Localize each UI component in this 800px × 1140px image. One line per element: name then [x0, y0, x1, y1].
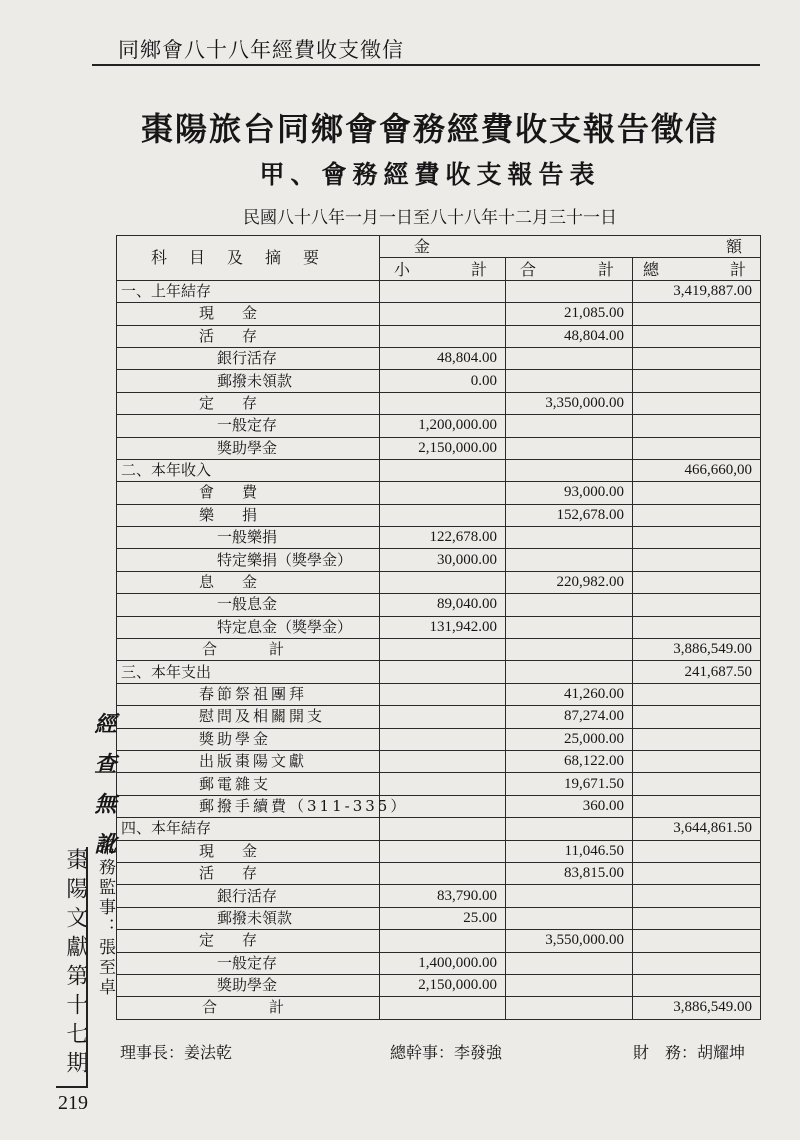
row-label	[117, 885, 380, 907]
amount-sum: 41,260.00	[506, 683, 633, 705]
amount-grand	[633, 907, 761, 929]
supervisor-signature: 常務監事：張至卓	[95, 838, 115, 998]
signature-finance: 財 務：胡耀坤	[633, 1043, 746, 1062]
header-grand-total	[633, 258, 761, 280]
amount-small: 122,678.00	[380, 527, 506, 549]
amount-sum	[506, 616, 633, 638]
amount-small: 2,150,000.00	[380, 437, 506, 459]
row-label-text: 獎助學金	[199, 729, 272, 748]
row-label	[117, 549, 380, 571]
amount-small: 30,000.00	[380, 549, 506, 571]
amount-grand	[633, 706, 761, 728]
row-label-text: 郵撥手續費（311-335）	[199, 796, 409, 815]
row-label-text: 出版棗陽文獻	[199, 752, 308, 771]
row-label	[117, 840, 380, 862]
row-label-text: 三、本年支出	[121, 662, 212, 681]
table-row	[117, 639, 761, 661]
table-row	[117, 392, 761, 414]
table-row	[117, 974, 761, 996]
amount-grand	[633, 415, 761, 437]
row-label	[117, 750, 380, 772]
row-label-text: 定存	[199, 931, 286, 950]
amount-sum: 11,046.50	[506, 840, 633, 862]
row-label-text: 活存	[199, 326, 286, 345]
row-label-text: 特定息金（獎學金）	[217, 617, 353, 636]
signature-chairman: 理事長：姜法乾	[120, 1043, 233, 1062]
amount-small	[380, 325, 506, 347]
amount-small	[380, 280, 506, 302]
amount-sum: 25,000.00	[506, 728, 633, 750]
row-label-text: 樂捐	[199, 505, 286, 524]
amount-grand	[633, 974, 761, 996]
table-row	[117, 347, 761, 369]
amount-sum	[506, 437, 633, 459]
row-label-text: 活存	[199, 864, 286, 883]
row-label-text: 現金	[199, 304, 286, 323]
amount-sum: 19,671.50	[506, 773, 633, 795]
row-label	[117, 325, 380, 347]
amount-grand	[633, 549, 761, 571]
amount-small	[380, 459, 506, 481]
table-row	[117, 706, 761, 728]
amount-small: 1,400,000.00	[380, 952, 506, 974]
table-row	[117, 952, 761, 974]
amount-small	[380, 683, 506, 705]
row-label	[117, 571, 380, 593]
amount-sum	[506, 818, 633, 840]
amount-small	[380, 661, 506, 683]
table-row	[117, 370, 761, 392]
page-number: 219	[58, 1092, 88, 1114]
journal-volume: 棗陽文獻第十七期	[63, 848, 88, 1080]
row-label	[117, 616, 380, 638]
header-total-right: 計	[597, 259, 614, 279]
row-label	[117, 795, 409, 817]
row-label	[117, 728, 380, 750]
row-label-text: 一、上年結存	[121, 281, 212, 300]
row-label-text: 一般定存	[217, 416, 278, 435]
document-subtitle: 甲、會務經費收支報告表	[259, 160, 601, 189]
table-row	[117, 415, 761, 437]
amount-sum	[506, 907, 633, 929]
row-label	[117, 392, 380, 414]
row-label-text: 四、本年結存	[121, 819, 212, 838]
header-rule	[92, 64, 760, 66]
table-row	[117, 616, 761, 638]
amount-sum: 3,550,000.00	[506, 930, 633, 952]
row-label	[117, 683, 380, 705]
amount-sum: 360.00	[506, 795, 633, 817]
row-label	[117, 415, 380, 437]
amount-grand: 241,687.50	[633, 661, 761, 683]
amount-grand	[633, 482, 761, 504]
amount-small	[380, 750, 506, 772]
amount-small	[380, 639, 506, 661]
header-subtotal-left: 小	[394, 259, 411, 279]
table-row	[117, 571, 761, 593]
amount-grand	[633, 527, 761, 549]
amount-small: 25.00	[380, 907, 506, 929]
row-label-text: 郵撥未領款	[217, 371, 293, 390]
table-row	[117, 862, 761, 884]
amount-sum	[506, 280, 633, 302]
table-row	[117, 683, 761, 705]
row-label	[117, 639, 380, 661]
row-label	[117, 773, 380, 795]
table-row	[117, 795, 761, 817]
row-label	[117, 482, 380, 504]
row-label-text: 一般息金	[217, 595, 278, 614]
row-label-text: 銀行活存	[217, 349, 278, 368]
folio-rule	[56, 1086, 88, 1088]
amount-small	[380, 840, 506, 862]
amount-grand: 3,419,887.00	[633, 280, 761, 302]
table-row	[117, 459, 761, 481]
header-subject: 科目及摘要	[117, 236, 380, 281]
row-label-text: 會費	[199, 483, 286, 502]
amount-small	[380, 728, 506, 750]
amount-sum	[506, 952, 633, 974]
row-label-text: 合計	[202, 640, 337, 659]
row-label	[117, 504, 380, 526]
amount-small: 1,200,000.00	[380, 415, 506, 437]
amount-sum: 220,982.00	[506, 571, 633, 593]
amount-small	[380, 706, 506, 728]
row-label-text: 特定樂捐（獎學金）	[217, 550, 353, 569]
table-row	[117, 728, 761, 750]
row-label-text: 合計	[202, 998, 337, 1017]
amount-grand	[633, 750, 761, 772]
amount-sum: 87,274.00	[506, 706, 633, 728]
row-label	[117, 952, 380, 974]
table-row	[117, 527, 761, 549]
row-label	[117, 437, 380, 459]
amount-grand: 3,886,549.00	[633, 639, 761, 661]
table-row	[117, 818, 761, 840]
table-row	[117, 773, 761, 795]
amount-grand	[633, 728, 761, 750]
amount-small: 48,804.00	[380, 347, 506, 369]
table-row	[117, 930, 761, 952]
row-label	[117, 280, 380, 302]
amount-sum	[506, 527, 633, 549]
amount-sum	[506, 415, 633, 437]
row-label	[117, 997, 380, 1019]
header-amount-right: 額	[725, 237, 742, 257]
row-label-text: 二、本年收入	[121, 461, 212, 480]
amount-grand	[633, 571, 761, 593]
table-row	[117, 437, 761, 459]
amount-grand	[633, 437, 761, 459]
amount-small	[380, 773, 506, 795]
table-row	[117, 594, 761, 616]
amount-sum: 93,000.00	[506, 482, 633, 504]
amount-grand	[633, 303, 761, 325]
amount-sum: 68,122.00	[506, 750, 633, 772]
table-body	[117, 280, 761, 1019]
header-total-left: 合	[520, 259, 537, 279]
amount-small: 83,790.00	[380, 885, 506, 907]
row-label-text: 獎助學金	[217, 976, 278, 995]
table-row	[117, 549, 761, 571]
amount-grand	[633, 616, 761, 638]
verified-stamp-text: 經查無訛	[91, 712, 117, 872]
amount-sum	[506, 639, 633, 661]
amount-grand	[633, 773, 761, 795]
amount-small: 2,150,000.00	[380, 974, 506, 996]
table-row	[117, 997, 761, 1019]
amount-grand	[633, 504, 761, 526]
amount-sum	[506, 370, 633, 392]
amount-grand	[633, 930, 761, 952]
row-label-text: 一般定存	[217, 953, 278, 972]
row-label-text: 獎助學金	[217, 438, 278, 457]
table-row	[117, 280, 761, 302]
amount-sum	[506, 347, 633, 369]
header-total	[506, 258, 633, 280]
amount-sum	[506, 594, 633, 616]
amount-small	[380, 571, 506, 593]
amount-grand	[633, 795, 761, 817]
header-amount	[380, 236, 761, 258]
income-expense-table	[116, 235, 761, 1020]
amount-small: 131,942.00	[380, 616, 506, 638]
amount-small	[380, 303, 506, 325]
amount-sum	[506, 661, 633, 683]
header-grand-left: 總	[643, 259, 660, 279]
row-label	[117, 303, 380, 325]
running-head: 同鄉會八十八年經費收支徵信	[118, 38, 404, 62]
row-label-text: 一般樂捐	[217, 528, 278, 547]
row-label	[117, 347, 380, 369]
amount-sum	[506, 459, 633, 481]
amount-grand	[633, 862, 761, 884]
table-row	[117, 907, 761, 929]
table-row	[117, 885, 761, 907]
row-label	[117, 370, 380, 392]
amount-small	[380, 862, 506, 884]
row-label	[117, 930, 380, 952]
row-label	[117, 594, 380, 616]
row-label	[117, 706, 380, 728]
amount-sum	[506, 885, 633, 907]
row-label	[117, 862, 380, 884]
row-label	[117, 818, 380, 840]
signature-secretary: 總幹事：李發強	[390, 1043, 503, 1062]
amount-grand	[633, 840, 761, 862]
amount-grand	[633, 392, 761, 414]
header-subtotal-right: 計	[470, 259, 487, 279]
amount-small	[380, 818, 506, 840]
amount-sum: 21,085.00	[506, 303, 633, 325]
amount-sum: 152,678.00	[506, 504, 633, 526]
amount-sum	[506, 974, 633, 996]
amount-sum	[506, 997, 633, 1019]
amount-small	[380, 392, 506, 414]
row-label-text: 現金	[199, 841, 286, 860]
amount-grand	[633, 952, 761, 974]
amount-grand	[633, 347, 761, 369]
table-row	[117, 303, 761, 325]
row-label	[117, 527, 380, 549]
header-amount-left: 金	[414, 237, 431, 257]
amount-sum: 48,804.00	[506, 325, 633, 347]
amount-small	[380, 482, 506, 504]
row-label	[117, 661, 380, 683]
table-row	[117, 504, 761, 526]
amount-small	[380, 504, 506, 526]
table-row	[117, 325, 761, 347]
row-label-text: 郵撥未領款	[217, 908, 293, 927]
amount-grand	[633, 594, 761, 616]
amount-small: 0.00	[380, 370, 506, 392]
amount-grand	[633, 325, 761, 347]
table-row	[117, 661, 761, 683]
report-period: 民國八十八年一月一日至八十八年十二月三十一日	[243, 208, 617, 228]
amount-sum: 83,815.00	[506, 862, 633, 884]
row-label-text: 銀行活存	[217, 886, 278, 905]
table-row	[117, 750, 761, 772]
amount-small	[380, 930, 506, 952]
amount-sum	[506, 549, 633, 571]
amount-small: 89,040.00	[380, 594, 506, 616]
row-label-text: 春節祭祖團拜	[199, 685, 308, 703]
row-label	[117, 907, 380, 929]
table-row	[117, 840, 761, 862]
row-label	[117, 459, 380, 481]
amount-grand	[633, 683, 761, 705]
header-grand-right: 計	[729, 259, 746, 279]
document-title: 棗陽旅台同鄉會會務經費收支報告徵信	[140, 110, 719, 148]
amount-grand	[633, 370, 761, 392]
margin-rule	[86, 847, 88, 1087]
row-label-text: 息金	[199, 573, 286, 592]
header-subtotal	[380, 258, 506, 280]
row-label-text: 郵電雜支	[199, 774, 272, 793]
amount-grand: 3,886,549.00	[633, 997, 761, 1019]
amount-sum: 3,350,000.00	[506, 392, 633, 414]
row-label-text: 慰問及相關開支	[199, 707, 326, 726]
amount-grand: 466,660,00	[633, 459, 761, 481]
row-label	[117, 974, 380, 996]
amount-grand	[633, 885, 761, 907]
table-row	[117, 482, 761, 504]
amount-small	[380, 997, 506, 1019]
amount-grand: 3,644,861.50	[633, 818, 761, 840]
row-label-text: 定存	[199, 393, 286, 412]
